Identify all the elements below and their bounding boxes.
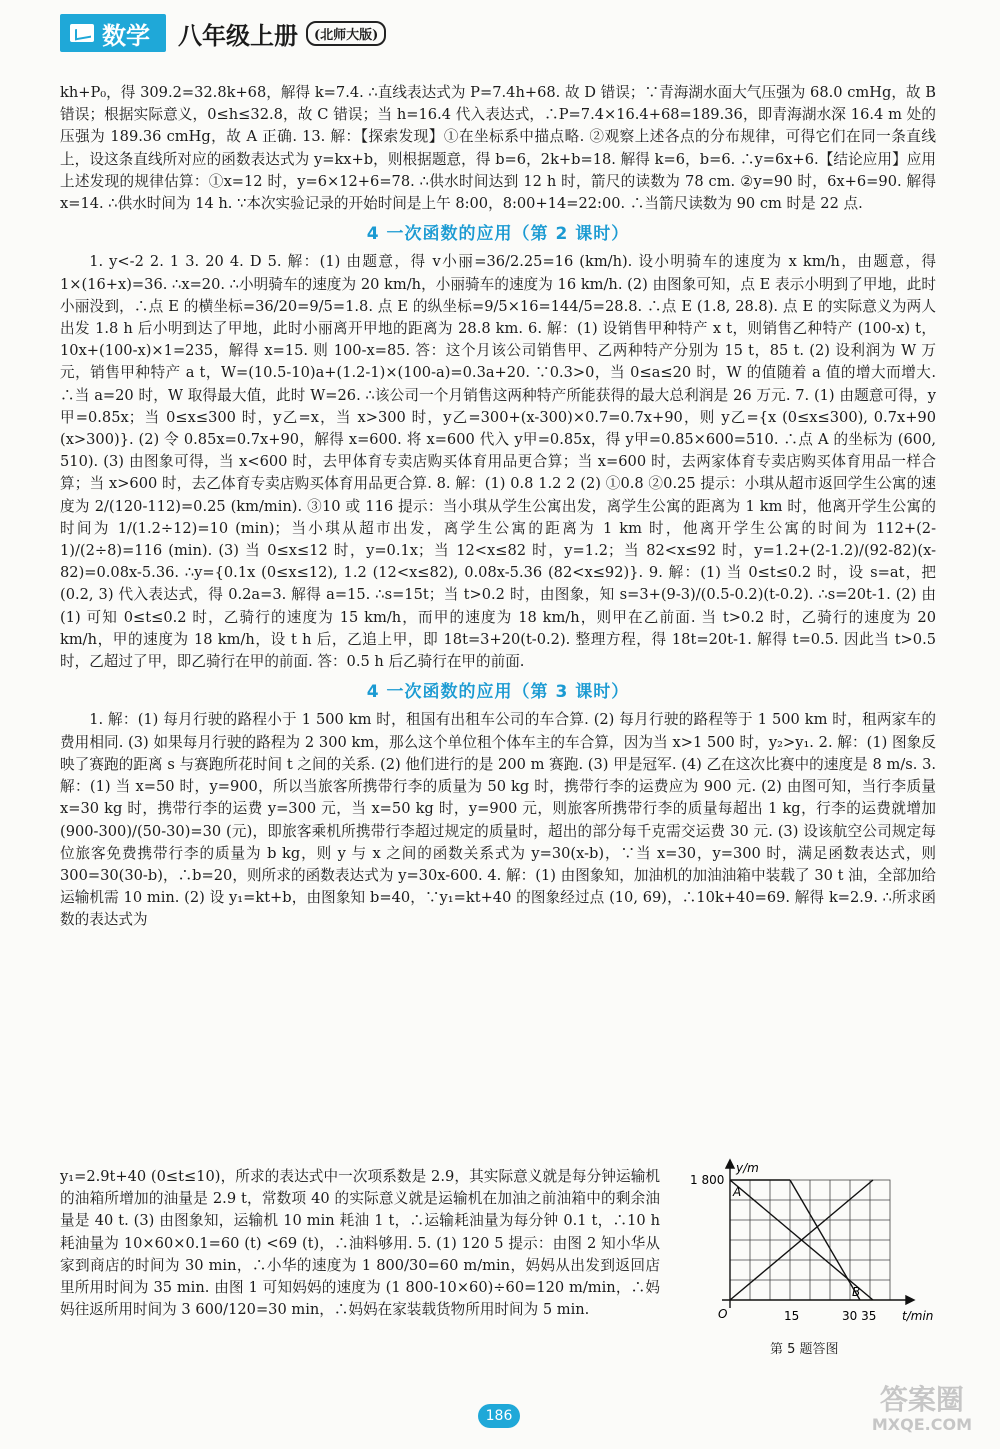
point-b-label: B [852,1285,861,1299]
figure-caption: 第 5 题答图 [770,1342,839,1357]
figure-grid [730,1180,890,1300]
figure-axes [722,1160,914,1308]
subject-badge [60,14,166,52]
lower-text: y₁=2.9t+40 (0≤t≤10)，所求的表达式中一次项系数是 2.9，其实际意义就是每分钟运输机的油箱所增加的油量是 2.9 t，常数项 40 的实际意义就是运输机在加油之前油箱中的剩余油量是 40 t. (3) 由图象知，运输机 10 min 耗油 1 t，∴运输耗油量为每分钟 0.1 t，∴10 h 耗油量为 10×60×0.1=60 (t) <69 (t)，∴油料够用. 5. (1) 120 5 提示：由图 2 知小华从家到商店的时间为 30 min，∴小华的速度为 1 800/30=60 m/min，妈妈从出发到返回店里所用时间为 35 min. 由图 1 可知妈妈的速度为 (1 800-10×60)÷60=120 m/min，∴妈妈往返所用时间为 3 600/120=30 min，∴妈妈在家装载货物所用时间为 5 min. [60,1168,660,1319]
watermark-line1: 答案圈 [879,1383,964,1416]
x-tick-30-35: 30 35 [842,1309,877,1323]
intro-paragraph: kh+P₀，得 309.2=32.8k+68，解得 k=7.4. ∴直线表达式为 P=7.4h+68. 故 D 错误；∵青海湖水面大气压强为 68.0 cmHg，故 B 错误；根据实际意义，0≤h≤32.8，故 C 错误；当 h=16.4 代入表达式，∴P=7.4×16.4+68=189.36，即青海湖水深 16.4 m 处的压强为 189.36 cmHg，故 A 正确. 13. 解：【探索发现】①在坐标系中描点略. ②观察上述各点的分布规律，可得它们在同一条直线上，设这条直线所对应的函数表达式为 y=kx+b，则根据题意，得 b=6，2k+b=18. 解得 k=6，b=6. ∴y=6x+6.【结论应用】应用上述发现的规律估算：①x=12 时，y=6×12+6=78. ∴供水时间达到 12 h 时，箭尺的读数为 78 cm. ②y=90 时，6x+6=90. 解得 x=14. ∴供水时间为 14 h. ∵本次实验记录的开始时间是上午 8:00，8:00+14=22:00. ∴当箭尺读数为 90 cm 时是 22 点. [60,84,936,213]
y-axis-label: y/m [736,1161,759,1175]
x-axis-label: t/min [902,1309,934,1323]
lesson2-paragraph: 1. y<-2 2. 1 3. 20 4. D 5. 解：(1) 由题意，得 v小丽=36/2.25=16 (km/h). 设小明骑车的速度为 x km/h，由题意，得 1×(16+x)=36. ∴x=20. ∴小明骑车的速度为 20 km/h，小丽骑车的速度为 16 km/h. (2) 由图象可知，点 E 表示小明到了甲地，此时小丽没到，∴点 E 的横坐标=36/20=9/5=1.8. 点 E 的纵坐标=9/5×16=144/5=28.8. ∴点 E (1.8, 28.8). 点 E 的实际意义为两人出发 1.8 h 后小明到达了甲地，此时小丽离开甲地的距离为 28.8 km. 6. 解：(1) 设销售甲种特产 x t，则销售乙种特产 (100-x) t，10x+(100-x)×1=235，解得 x=15. 则 100-x=85. 答：这个月该公司销售甲、乙两种特产分别为 15 t，85 t. (2) 设利润为 W 万元，销售甲种特产 a t，W=(10.5-10)a+(1.2-1)×(100-a)=0.3a+20. ∵0.3>0，当 0≤a≤20 时，W 的值随着 a 值的增大而增大. ∴当 a=20 时，W 取得最大值，此时 W=26. ∴该公司一个月销售这两种特产所能获得的最大总利润是 26 万元. 7. (1) 由题意可得，y甲=0.85x；当 0≤x≤300 时，y乙=x，当 x>300 时，y乙=300+(x-300)×0.7=0.7x+90，则 y乙={x (0≤x≤300), 0.7x+90 (x>300)}. (2) 令 0.85x=0.7x+90，解得 x=600. 将 x=600 代入 y甲=0.85x，得 y甲=0.85×600=510. ∴点 A 的坐标为 (600, 510). (3) 由图象可得，当 x<600 时，去甲体育专卖店购买体育用品更合算；当 x=600 时，去两家体育专卖店购买体育用品一样合算；当 x>600 时，去乙体育专卖店购买体育用品更合算. 8. 解：(1) 0.8 1.2 2 (2) ①0.8 ②0.25 提示：小琪从超市返回学生公寓的速度为 2/(120-112)=0.25 (km/min). ③10 或 116 提示：当小琪从学生公寓出发，离学生公寓的距离为 1 km 时，他离开学生公寓的时间为 1/(1.2÷12)=10 (min)；当小琪从超市出发，离学生公寓的距离为 1 km 时，他离开学生公寓的时间为 112+(2-1)/(2÷8)=116 (min). (3) 当 0≤x≤12 时，y=0.1x；当 12<x≤82 时，y=1.2；当 82<x≤92 时，y=1.2+(2-1.2)/(92-82)(x-82)=0.08x-5.36. ∴y={0.1x (0≤x≤12), 1.2 (12<x≤82), 0.08x-5.36 (82<x≤92)}. 9. 解：(1) 当 0≤t≤0.2 时，设 s=at，把 (0.2, 3) 代入表达式，得 0.2a=3. 解得 a=15. ∴s=15t；当 t>0.2 时，由图象，知 s=3+(9-3)/(0.5-0.2)(t-0.2). ∴s=20t-1. (2) 由 (1) 可知 0≤t≤0.2 时，乙骑行的速度为 15 km/h，而甲的速度为 18 km/h，则甲在乙前面. 当 t>0.2 时，乙骑行的速度为 20 km/h，甲的速度为 18 km/h，设 t h 后，乙追上甲，即 18t=3+20(t-0.2). 整理方程，得 18t=20t-1. 解得 t=0.5. 因此当 t>0.5 时，乙超过了甲，即乙骑行在甲的前面. 答：0.5 h 后乙骑行在甲的前面. [60,253,936,671]
origin-label: O [718,1307,728,1321]
point-a-label: A [733,1185,742,1199]
section-title-lesson2: 4 一次函数的应用（第 2 课时） [366,224,630,245]
lesson3-paragraph: 1. 解：(1) 每月行驶的路程小于 1 500 km 时，租国有出租车公司的车合算. (2) 每月行驶的路程等于 1 500 km 时，租两家车的费用相同. (3) 如果每月行驶的路程为 2 300 km，那么这个单位租个体车主的车合算，因为当 x>1 500 时，y₂>y₁. 2. 解：(1) 图象反映了赛跑的距离 s 与赛跑所花时间 t 之间的关系. (2) 他们进行的是 200 m 赛跑. (3) 甲是冠军. (4) 乙在这次比赛中的速度是 8 m/s. 3. 解：(1) 当 x=50 时，y=900，所以当旅客所携带行李的质量为 50 kg 时，携带行李的运费应为 900 元. (2) 由图可知，当行李质量 x=30 kg 时，携带行李的运费 y=300 元，当 x=50 kg 时，y=900 元，则旅客所携带行李的质量每超出 1 kg，行李的运费就增加 (900-300)/(50-30)=30 (元)，即旅客乘机所携带行李超过规定的质量时，超出的部分每千克需交运费 30 元. (3) 设该航空公司规定每位旅客免费携带行李的质量为 b kg，则 y 与 x 之间的函数关系式为 y=30(x-b)，∵当 x=30，y=300 时，满足函数表达式，则 300=30(30-b)，∴b=20，则所求的函数表达式为 y=30x-600. 4. 解：(1) 由图象知，加油机的加油油箱中装载了 30 t 油，全部加给运输机需 10 min. (2) 设 y₁=kt+b，由图象知 b=40，∵y₁=kt+40 的图象经过点 (10, 69)，∴10k+40=69. 解得 k=2.9. ∴所求函数的表达式为 [60,711,936,929]
answer-content [60,82,936,932]
watermark-line2: MXQE.COM [871,1415,972,1434]
page-number: 186 [478,1404,520,1428]
page-header [60,12,386,54]
y-tick-1800: 1 800 [690,1173,725,1187]
edition-label: (北师大版) [306,21,386,46]
x-tick-15: 15 [784,1309,800,1323]
grade-label: 八年级上册 [178,21,298,50]
watermark [872,1385,972,1435]
answer-figure [690,1158,940,1358]
lower-paragraph [60,1166,660,1321]
subject-label: 数学 [102,21,150,50]
book-icon [70,24,94,42]
section-title-lesson3: 4 一次函数的应用（第 3 课时） [366,682,630,703]
